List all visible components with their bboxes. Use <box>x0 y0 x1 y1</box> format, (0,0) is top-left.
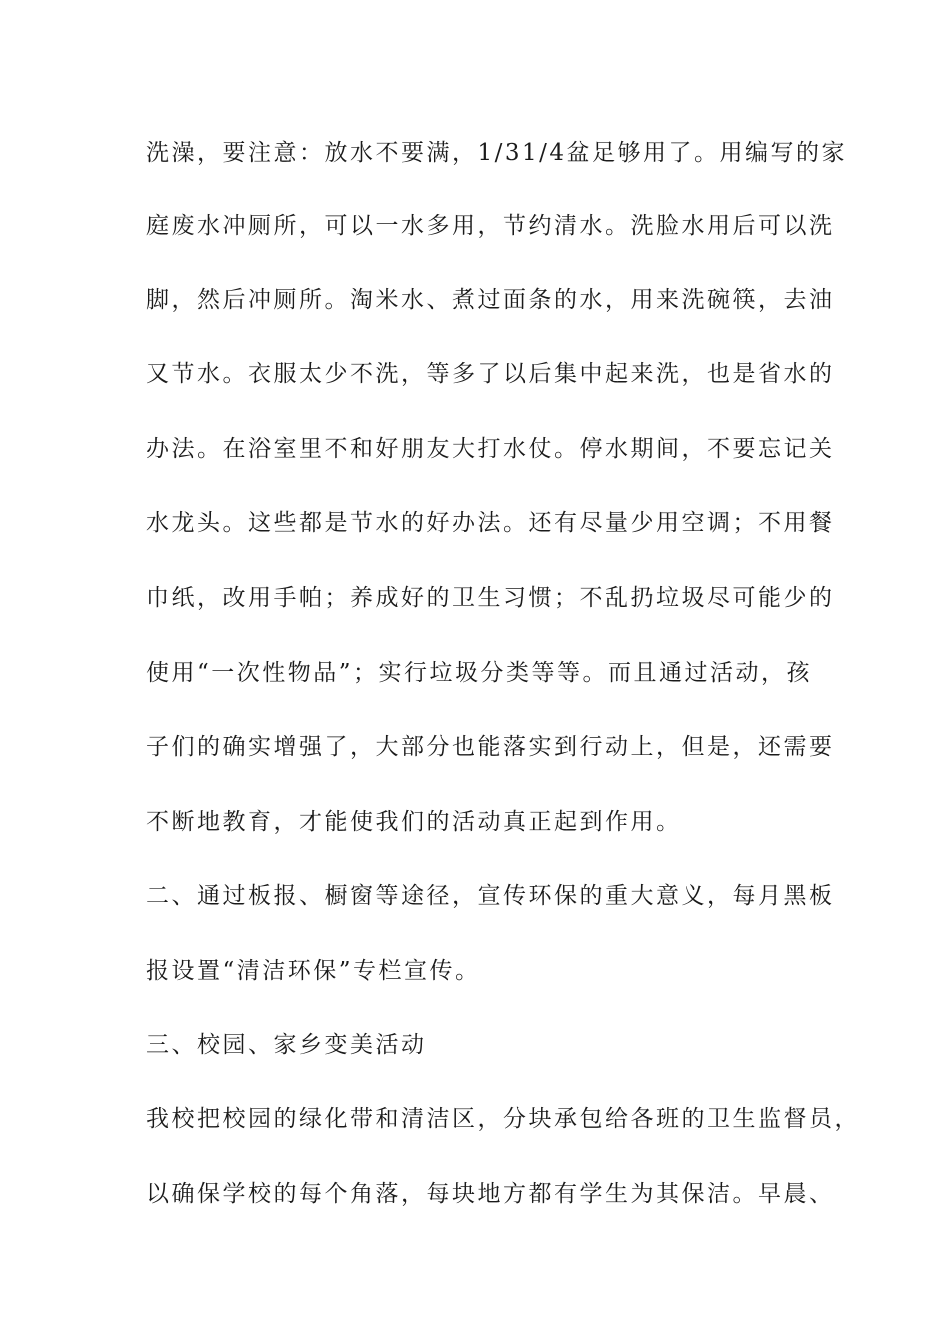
text-line: 脚，然后冲厕所。淘米水、煮过面条的水，用来洗碗筷，去油 <box>146 287 835 313</box>
section-heading-2: 二、通过板报、橱窗等途径，宣传环保的重大意义，每月黑板 <box>146 883 835 909</box>
text-line: 以确保学校的每个角落，每块地方都有学生为其保洁。早晨、 <box>146 1181 835 1207</box>
text-line: 庭废水冲厕所，可以一水多用，节约清水。洗脸水用后可以洗 <box>146 213 835 239</box>
section-heading-3: 三、校园、家乡变美活动 <box>146 1032 427 1058</box>
text-line: 巾纸，改用手帕；养成好的卫生习惯；不乱扔垃圾尽可能少的 <box>146 585 835 611</box>
text-line: 子们的确实增强了，大部分也能落实到行动上，但是，还需要 <box>146 734 835 760</box>
text-line: 办法。在浴室里不和好朋友大打水仗。停水期间，不要忘记关 <box>146 436 835 462</box>
text-line: 报设置“清洁环保”专栏宣传。 <box>146 958 481 984</box>
text-line: 使用“一次性物品”；实行垃圾分类等等。而且通过活动，孩 <box>146 660 813 686</box>
text-line: 洗澡，要注意：放水不要满，1/31/4盆足够用了。用编写的家 <box>146 140 848 166</box>
text-line: 不断地教育，才能使我们的活动真正起到作用。 <box>146 809 682 835</box>
text-line: 我校把校园的绿化带和清洁区，分块承包给各班的卫生监督员， <box>146 1106 860 1132</box>
text-line: 水龙头。这些都是节水的好办法。还有尽量少用空调；不用餐 <box>146 510 835 536</box>
text-line: 又节水。衣服太少不洗，等多了以后集中起来洗，也是省水的 <box>146 361 835 387</box>
